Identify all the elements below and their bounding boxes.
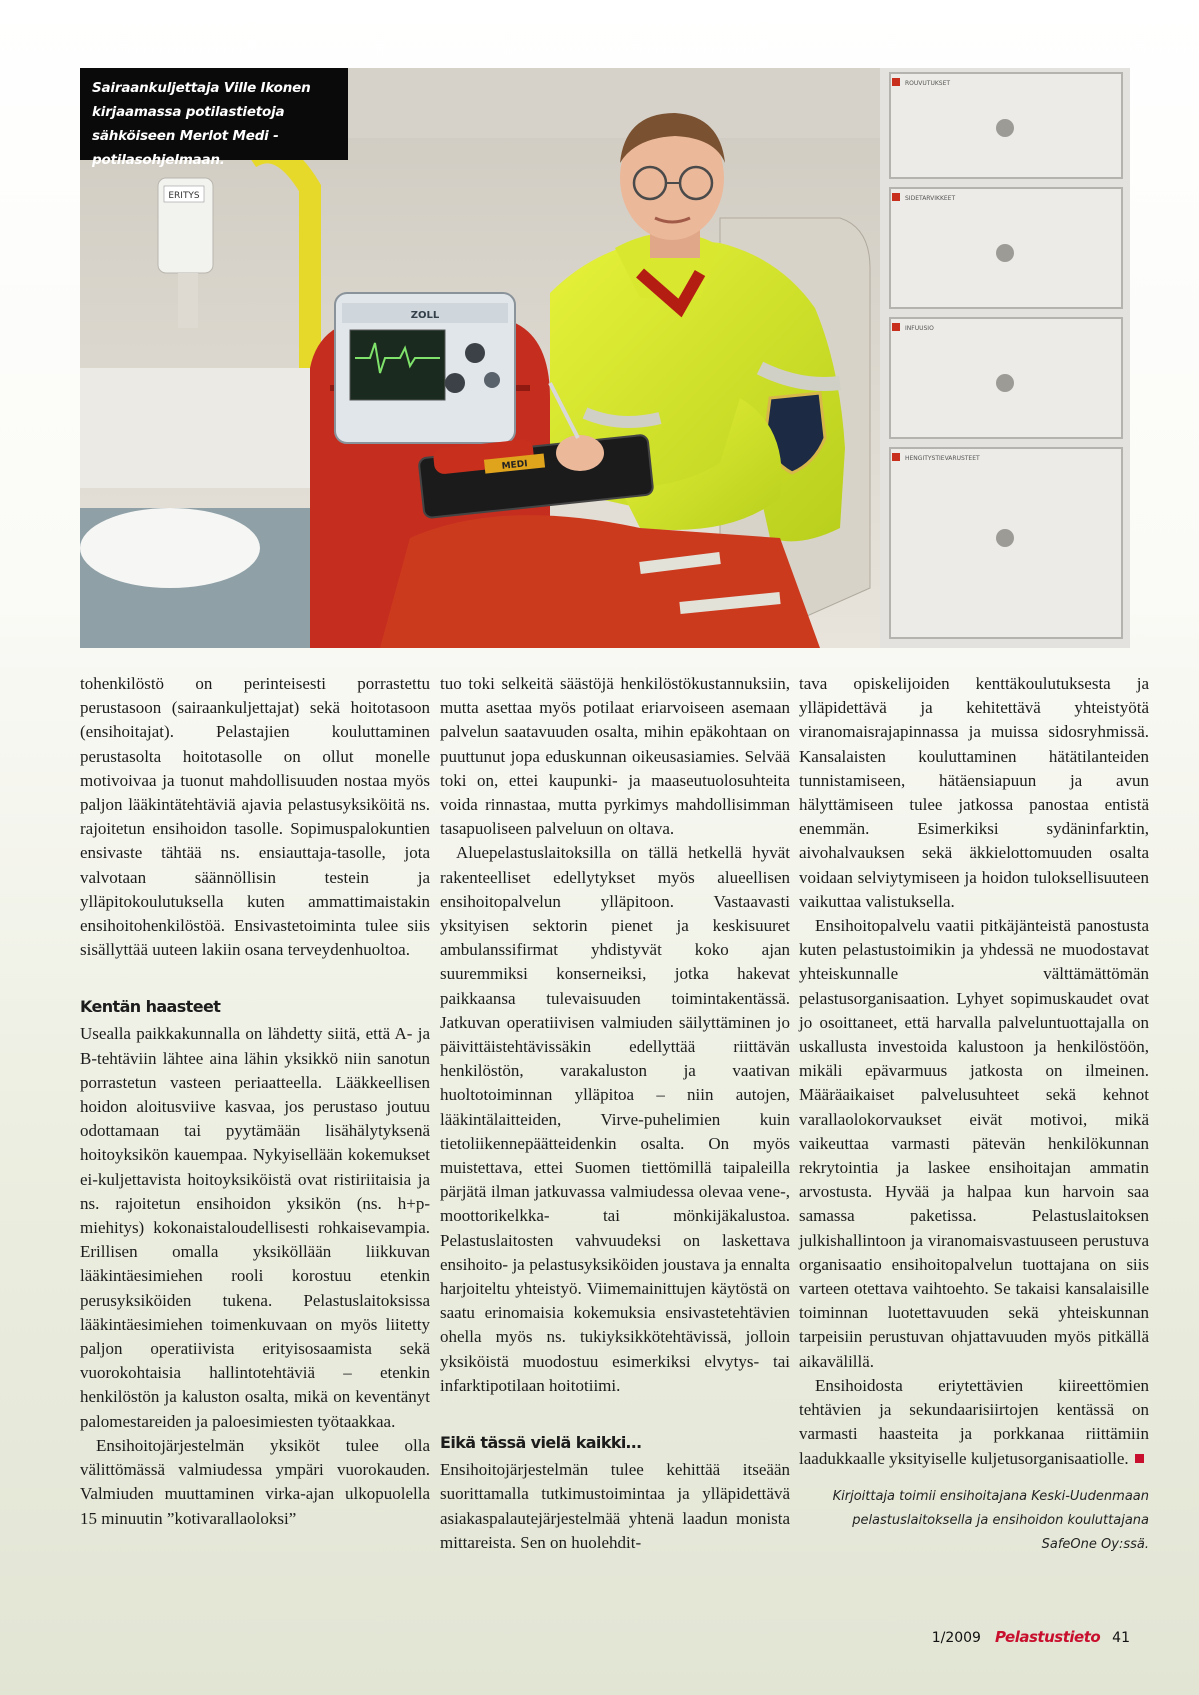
paragraph: Aluepelastuslaitoksilla on tällä hetkellä hyvät rakenteelliset edellytykset myös alueellisen ensihoitopalvelun ylläpitoon. Vastaavasti yksityisen sektorin pienet ja keskisuuret ambulanssifirmat yhdistyvät koko ajan suuremmiksi konserneiksi, jotka hakevat paikkaansa tulevaisuuden toimintakentässä. Jatkuvan operatiivisen valmiuden säilyttäminen jo päivittäistehtävissäkin edellyttää riittävän henkilöstön, varakaluston ja vaativan huoltotoiminnan ylläpitoa – niin autojen, lääkintälaitteiden, Virve-puhelimien kuin tietoliikennepäätteidenkin osalta. On myös muistettava, ettei Suomen tiettömillä taipaleilla pärjätä ilman jatkuvassa valmiudessa olevaa vene-, moottorikelkka- tai mönkijäkalustoa. Pelastuslaitosten vahvuudeksi on laskettava ensihoito- ja pelastusyksiköiden joustava ja ennalta harjoiteltu yhteistyö. Viimemainittujen käytöstä on saatu erinomaisia kokemuksia ensivastetehtävien ohella myös ns. tukiyksikkötehtävissä, jolloin yksiköistä muodostuu esimerkiksi elvytys- tai infarktipotilaan hoitotiimi. (440, 843, 790, 1395)
page-footer (900, 1628, 1130, 1652)
paragraph: Ensihoitopalvelu vaatii pitkäjänteistä panostusta kuten pelastustoimikin ja yhdessä ne muodostavat yhteiskunnalle välttämättömän pelastusorganisaation. Lyhyet sopimuskaudet ovat jo osoittaneet, että harvalla palveluntuottajalla on uskallusta investoida kalustoon ja henkilöstöön, mikäli epävarmuus jatkosta on ilmeinen. Määräaikaiset palvelusuhteet sekä kehnot varallaolokorvaukset eivät motivoi, mikä vaikeuttaa varmasti pätevän henkilökunnan rekrytointia ja laskee ensihoitajan ammatin arvostusta. Hyvää ja halpaa kun harvoin saa samassa paketissa. Pelastuslaitoksen julkishallintoon ja viranomaisvastuuseen perustuva organisaatio ensihoitopalvelun tuottajana on siis varteen otettava vaihtoehto. Se takaisi kansalaisille toiminnan luotettavuuden sekä yhteiskunnan tarpeisiin perustuvan ohjattavuuden myös pitkällä aikavälillä. (799, 916, 1149, 1371)
article-column-3 (799, 672, 1149, 1557)
paragraph: tohenkilöstö on perinteisesti porrastettu perustasoon (sairaankuljettajat) sekä hoitotasoon (ensihoitajat). Pelastajien kouluttaminen perustasolta hoitotasolle on ollut monelle motivoivaa ja tuonut mahdollisuuden nostaa myös paljon lääkintätehtäviä ajavia pelastusyksiköitä ns. rajoitetun ensihoidon tasolle. Sopimuspalokuntien ensivaste tähtää ns. ensiauttaja-tasolle, jota valvotaan säännöllisin testein ja ylläpitokoulutuksella kuten ammattimaistakin ensihoitohenkilöstöä. Ensivastetoiminta tulee siis sisällyttää uuteen lakiin osana terveydenhuoltoa. (80, 674, 430, 960)
drawer-label: INFUUSIO (905, 325, 934, 332)
drawer-label: ROUVUTUKSET (905, 80, 951, 87)
drawer-label: SIDETARVIKKEET (905, 195, 956, 202)
magazine-name: Pelastustieto (994, 1628, 1101, 1646)
article-column-1 (80, 672, 430, 1531)
bottle-label: ERITYS (168, 191, 200, 201)
paragraph: tava opiskelijoiden kenttäkoulutuksesta ja ylläpidettävä ja kehitettävä yhteistyötä viranomaisrajapinnassa ja muissa sidosryhmissä. Kansalaisten kouluttaminen hätätilanteiden tunnistamiseen, hätäensiapuun ja avun hälyttämiseen tulee jatkossa panostaa entistä enemmän. Esimerkiksi sydäninfarktin, aivohalvauksen sekä äkkielottomuuden osalta voidaan selviytymiseen ja hoidon tuloksellisuuteen vaikuttaa valistuksella. (799, 674, 1149, 911)
drawer-label: HENGITYSTIEVARUSTEET (905, 455, 980, 462)
author-note: Kirjoittaja toimii ensihoitajana Keski-Uudenmaan pelastuslaitoksella ja ensihoidon kouluttajana SafeOne Oy:ssä. (832, 1488, 1149, 1552)
paragraph: Ensihoitojärjestelmän yksiköt tulee olla välittömässä valmiudessa ympäri vuorokauden. Valmiuden muuttaminen virka-ajan ulkopuolella 15 minuutin ”kotivarallaoloksi” (80, 1435, 430, 1528)
paragraph: tuo toki selkeitä säästöjä henkilöstökustannuksiin, mutta asettaa myös potilaat eriarvoiseen asemaan palvelun saatavuuden osalta, mihin epäkohtaan on puuttunut jopa eduskunnan oikeusasiamies. Selvää toki on, ettei kaupunki- ja maaseutuolosuhteita voida rinnastaa, mutta pyrkimys mahdollisimman tasapuoliseen palveluun on oltava. (440, 674, 790, 839)
paragraph: Ensihoitojärjestelmän tulee kehittää itseään suorittamalla tutkimustoimintaa ja ylläpidettävä asiakaspalautejärjestelmää yhtenä laadun monista mittareista. Sen on huolehdit- (440, 1460, 790, 1552)
section-heading: Kentän haasteet (80, 997, 221, 1017)
end-of-article-icon (1135, 1454, 1144, 1463)
paragraph-text: Ensihoidosta eriytettävien kiireettömien tehtävien ja sekundaarisiirtojen kentässä on varmasti haasteita ja porkkanaa riittämiin laadukkaalle yksityiselle kuljetusorganisaatiolle. (799, 1375, 1149, 1468)
paragraph: Usealla paikkakunnalla on lähdetty siitä, että A- ja B-tehtäviin lähtee aina lähin yksikkö niin sanotun porrastetun vasteen periaatteella. Lääkkeellisen hoidon aloitusviive kasvaa, jos perustaso joutuu odottamaan tai pyytämään lisähälytyksenä hoitoyksikön kauempaa. Nykyisellään kokemukset ei-kuljettavista hoitoyksiköistä ovat ristiriitaisia ja ns. rajoitetun ensihoidon yksikön (ns. h+p-miehitys) kokonaistaloudellisesti rohkaisevampia. Erillisen omalla yksiköllään liikkuvan lääkintäesimiehen rooli korostuu etenkin perusyksiköiden tukena. Pelastuslaitoksissa lääkintäesimiehen toimenkuvaan on myös liitetty paljon operatiivista erityisosaamista sekä vuorokohtaisia hallintotehtäviä – etenkin henkilöstön ja kaluston osalta, mikä on keventänyt palomestareiden ja paloesimiesten työtaakkaa. (80, 1024, 430, 1431)
page-number: 41 (1112, 1630, 1130, 1646)
paragraph (799, 1374, 1149, 1471)
article-column-2 (440, 672, 790, 1555)
issue-number: 1/2009 (931, 1630, 981, 1646)
tablet-label: MEDI (501, 459, 529, 472)
section-heading: Eikä tässä vielä kaikki… (440, 1433, 642, 1453)
photo-caption: Sairaankuljettaja Ville Ikonen kirjaamassa potilastietoja sähköiseen Merlot Medi -potilasohjelmaan. (80, 68, 348, 160)
device-label: ZOLL (410, 310, 440, 321)
